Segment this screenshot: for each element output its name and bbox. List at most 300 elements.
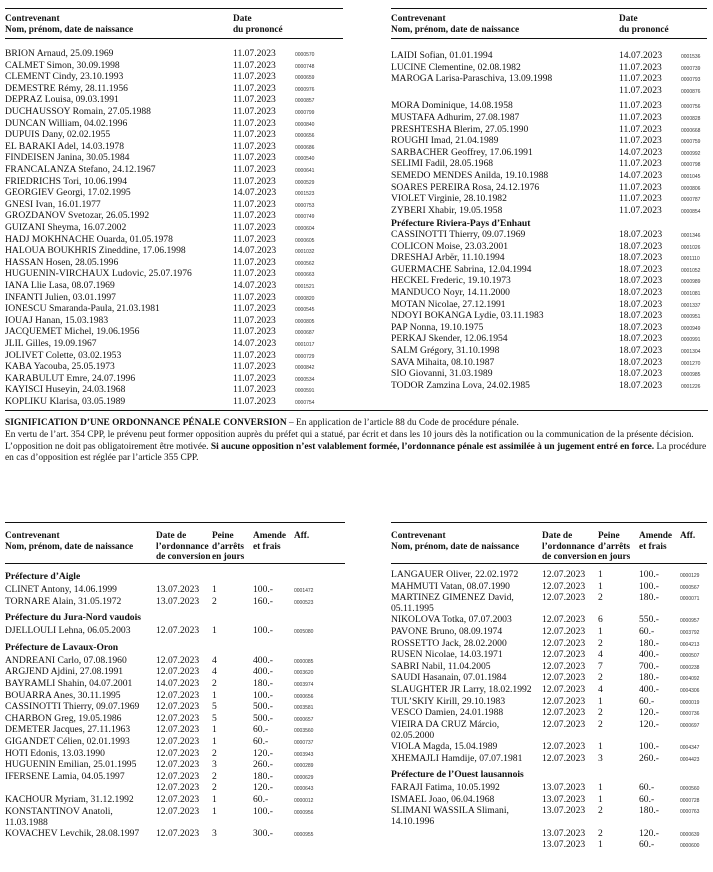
case-number: 0000656 xyxy=(294,693,314,700)
list-item xyxy=(391,112,713,123)
list-item xyxy=(391,147,713,158)
case-number: 0001017 xyxy=(295,342,315,348)
pronouncement-date: 11.07.2023 xyxy=(233,152,276,164)
pronouncement-date: 11.07.2023 xyxy=(619,158,662,170)
offender-name: HALOUA BOUKHRIS Zineddine, 17.06.1998 xyxy=(5,245,186,257)
case-number: 0001523 xyxy=(295,191,315,198)
table-row xyxy=(5,625,335,636)
case-number: 0000748 xyxy=(295,63,315,70)
offender-name: CALMET Simon, 30.09.1998 xyxy=(5,59,120,71)
notice-intro: – En application de l’article 88 du Code de procédure pénale. xyxy=(286,418,519,428)
pronouncement-date: 11.07.2023 xyxy=(233,314,276,326)
days-count: 1 xyxy=(598,626,603,637)
case-number: 0000854 xyxy=(681,208,701,215)
table-row xyxy=(5,782,335,793)
conversion-date: 12.07.2023 xyxy=(156,805,200,817)
case-number: 0001304 xyxy=(681,349,701,355)
notice-body: En vertu de l’art. 354 CPP, le prévenu peut former opposition auprès du préfet qui a statué, par écrit et dans les 10 jours dès la notification ou la communication de la présente décision. L’opposition ne doit pas obligatoirement être motivée. xyxy=(5,429,694,452)
days-count: 3 xyxy=(212,827,217,839)
pronouncement-date: 11.07.2023 xyxy=(233,48,276,59)
case-number: 0001110 xyxy=(681,256,700,263)
pronouncement-date: 11.07.2023 xyxy=(233,164,276,175)
case-number: 0000560 xyxy=(680,786,700,793)
fine-amount: 60.- xyxy=(639,626,655,637)
pronouncement-date: 11.07.2023 xyxy=(619,123,662,135)
pronouncement-date: 18.07.2023 xyxy=(619,275,663,287)
offender-name: SABRI Nabil, 11.04.2005 xyxy=(391,660,491,672)
table-row xyxy=(391,696,713,707)
list-item xyxy=(5,338,335,349)
list-item xyxy=(391,124,713,135)
offender-name: DEMETER Jacques, 27.11.1963 xyxy=(5,724,131,736)
offender-name: KAYISCI Huseyin, 24.03.1968 xyxy=(5,384,126,396)
conversion-date: 12.07.2023 xyxy=(156,736,200,747)
header-date: Date de l’ordonnance de conversion xyxy=(156,531,211,562)
days-count: 1 xyxy=(598,741,603,752)
offender-name: DUPUIS Dany, 02.02.1955 xyxy=(5,129,111,141)
table-row xyxy=(5,655,335,666)
days-count: 2 xyxy=(598,805,603,817)
pronouncement-date: 14.07.2023 xyxy=(233,245,277,257)
list-item xyxy=(391,275,713,286)
list-item xyxy=(391,345,713,356)
offender-name: ISMAEL Joao, 06.04.1968 xyxy=(391,793,495,805)
offender-name: TUL’SKIY Kirill, 29.10.1983 xyxy=(391,695,506,707)
case-number: 0000749 xyxy=(295,214,315,221)
pronouncement-date: 11.07.2023 xyxy=(619,204,662,216)
fine-amount: 100.- xyxy=(253,689,273,701)
table-row xyxy=(5,596,335,607)
offender-name: HECKEL Frederic, 19.10.1973 xyxy=(391,275,511,287)
fine-amount: 180.- xyxy=(639,672,659,684)
offender-name: SLAUGHTER JR Larry, 18.02.1992 xyxy=(391,684,532,695)
table-row xyxy=(391,661,713,672)
case-number: 0001536 xyxy=(681,54,701,60)
table-row xyxy=(391,719,713,741)
offender-name: GEORGIEV Georgi, 17.02.1995 xyxy=(5,187,131,199)
case-number: 0000857 xyxy=(295,98,315,105)
table-row xyxy=(5,678,335,689)
table-row xyxy=(5,724,335,735)
fine-amount: 260.- xyxy=(253,759,273,771)
table-row xyxy=(391,839,713,850)
offender-name: JOLIVET Colette, 03.02.1953 xyxy=(5,349,122,361)
conversion-date: 12.07.2023 xyxy=(156,747,200,759)
conversion-date: 12.07.2023 xyxy=(156,701,200,713)
conversion-date: 13.07.2023 xyxy=(542,839,586,851)
table-row xyxy=(391,707,713,718)
days-count: 2 xyxy=(212,595,217,607)
offender-name: NIKOLOVA Totka, 07.07.2003 xyxy=(391,614,512,626)
conversion-date: 12.07.2023 xyxy=(542,695,586,707)
offender-name: PAP Nonna, 19.10.1975 xyxy=(391,321,484,333)
offender-name: DUCHAUSSOY Romain, 27.05.1988 xyxy=(5,106,151,117)
offender-name: KABA Yacouba, 25.05.1973 xyxy=(5,361,115,373)
table-row xyxy=(391,794,713,805)
case-number: 0000985 xyxy=(681,372,701,379)
offender-name: FARAJI Fatima, 10.05.1992 xyxy=(391,782,500,794)
case-number: 0000545 xyxy=(295,307,315,314)
list-item xyxy=(5,164,335,175)
offender-name: LANGAUER Oliver, 22.02.1972 xyxy=(391,569,519,580)
conversion-date: 12.07.2023 xyxy=(156,782,200,794)
pronouncement-date: 11.07.2023 xyxy=(233,94,276,106)
conversion-date: 12.07.2023 xyxy=(156,689,200,701)
table-row xyxy=(5,701,335,712)
offender-name: HASSAN Hosen, 28.05.1996 xyxy=(5,256,119,268)
pronouncement-date: 11.07.2023 xyxy=(233,361,276,373)
days-count: 5 xyxy=(212,712,217,724)
days-count: 7 xyxy=(598,660,603,672)
case-number: 0000657 xyxy=(294,716,314,723)
case-number: 0000955 xyxy=(294,831,314,838)
list-item xyxy=(391,299,713,310)
offender-name: BOUARRA Anes, 30.11.1995 xyxy=(5,689,121,701)
case-number: 0000739 xyxy=(681,65,701,72)
pronouncement-date: 11.07.2023 xyxy=(233,372,276,384)
days-count: 2 xyxy=(212,770,217,782)
offender-name: ARGJEND Ajdini, 27.08.1991 xyxy=(5,666,124,678)
list-item xyxy=(391,50,713,61)
case-number: 0003974 xyxy=(294,682,314,688)
table-row xyxy=(5,713,335,724)
conversion-date: 13.07.2023 xyxy=(542,793,586,805)
case-number: 0001270 xyxy=(681,360,701,367)
case-number: 0000639 xyxy=(680,831,700,838)
offender-name: PAVONE Bruno, 08.09.1974 xyxy=(391,626,503,637)
fine-amount: 60.- xyxy=(639,782,655,794)
offender-name: ROUGHI Imad, 21.04.1989 xyxy=(391,135,499,147)
notice-bold: Si aucune opposition n’est valablement formée, l’ordonnance pénale est assimilée à un jugement entré en force. xyxy=(210,441,655,452)
days-count: 1 xyxy=(212,736,217,747)
list-item xyxy=(5,176,335,187)
list-item xyxy=(391,264,713,275)
list-item xyxy=(391,62,713,73)
header-amende: Amende et frais xyxy=(639,531,673,552)
pronouncement-date: 11.07.2023 xyxy=(233,384,276,396)
offender-name: KOPLIKU Klarisa, 03.05.1989 xyxy=(5,396,126,407)
table-row xyxy=(391,592,713,614)
table-row xyxy=(5,771,335,782)
fine-amount: 60.- xyxy=(253,724,269,736)
conversion-date: 12.07.2023 xyxy=(156,827,200,839)
offender-name: TODOR Zamzina Lova, 24.02.1985 xyxy=(391,379,530,391)
case-number: 0001226 xyxy=(681,383,701,390)
header-amende: Amende et frais xyxy=(253,531,287,552)
case-number: 0000876 xyxy=(681,88,701,95)
offender-name: VIOLA Magda, 15.04.1989 xyxy=(391,741,498,752)
list-item xyxy=(5,268,335,279)
pronouncement-date: 11.07.2023 xyxy=(619,181,662,193)
offender-name: RUSEN Nicolae, 14.03.1971 xyxy=(391,649,503,661)
offender-name: PRESHTESHA Blerim, 27.05.1990 xyxy=(391,123,529,135)
list-item xyxy=(5,326,335,337)
table-row xyxy=(391,672,713,683)
case-number: 0000600 xyxy=(680,843,700,850)
fine-amount: 180.- xyxy=(253,678,273,689)
case-number: 0000756 xyxy=(681,104,701,111)
fine-amount: 300.- xyxy=(253,827,273,839)
days-count: 1 xyxy=(598,793,603,805)
offender-name: GIGANDET Célien, 02.01.1993 xyxy=(5,736,130,747)
pronouncement-date: 11.07.2023 xyxy=(233,106,276,117)
header-date: Date du prononcé xyxy=(619,14,669,35)
fine-amount: 180.- xyxy=(253,770,273,782)
days-count: 1 xyxy=(598,782,603,794)
list-item xyxy=(5,187,335,198)
pronouncement-date: 11.07.2023 xyxy=(619,73,662,85)
offender-name: DRESHAJ Arbër, 11.10.1994 xyxy=(391,252,505,264)
pronouncement-date: 14.07.2023 xyxy=(233,280,277,291)
list-item xyxy=(5,257,335,268)
case-number: 0000828 xyxy=(681,116,701,122)
offender-name: HUGUENIN-VIRCHAUX Ludovic, 25.07.1976 xyxy=(5,268,192,280)
conversion-header xyxy=(391,522,707,564)
case-number: 0000840 xyxy=(295,121,315,128)
pronouncement-date: 11.07.2023 xyxy=(233,326,276,338)
case-number: 0000687 xyxy=(295,330,315,337)
case-number: 0000697 xyxy=(680,722,700,729)
conversion-date: 12.07.2023 xyxy=(542,752,586,764)
conversion-date: 12.07.2023 xyxy=(542,718,586,730)
fine-amount: 500.- xyxy=(253,701,273,713)
days-count: 1 xyxy=(212,625,217,637)
fine-amount: 120.- xyxy=(639,707,659,719)
offender-name: CASSINOTTI Thierry, 09.07.1969 xyxy=(5,701,140,713)
case-number: 0000567 xyxy=(680,584,700,591)
case-number: 0000643 xyxy=(294,786,314,793)
days-count: 4 xyxy=(212,654,217,666)
offender-name: BAYRAMLI Shahin, 04.07.2001 xyxy=(5,678,133,689)
table-row xyxy=(5,666,335,677)
case-number: 0000686 xyxy=(295,144,315,151)
case-number: 0000523 xyxy=(294,599,314,606)
days-count: 1 xyxy=(212,724,217,736)
pronouncement-date: 14.07.2023 xyxy=(619,50,663,61)
offender-name: SAUDI Hasanain, 07.01.1984 xyxy=(391,672,507,684)
offender-name: COLICON Moise, 23.03.2001 xyxy=(391,240,508,252)
offender-name: DUNCAN William, 04.02.1996 xyxy=(5,117,128,129)
list-item xyxy=(391,193,713,204)
pronouncement-date: 18.07.2023 xyxy=(619,287,663,298)
list-item xyxy=(5,129,335,140)
offender-name: JACQUEMET Michel, 19.06.1956 xyxy=(5,326,140,338)
list-item xyxy=(5,48,335,59)
fine-amount: 500.- xyxy=(253,712,273,724)
case-number: 0000656 xyxy=(295,133,315,140)
conversion-date: 12.07.2023 xyxy=(542,637,586,649)
case-number: 0000540 xyxy=(295,156,315,163)
list-item xyxy=(5,373,335,384)
pronouncement-date: 11.07.2023 xyxy=(619,193,662,205)
offender-name: NDOYI BOKANGA Lydie, 03.11.1983 xyxy=(391,310,544,322)
days-count: 1 xyxy=(212,689,217,701)
list-item xyxy=(5,94,335,105)
days-count: 2 xyxy=(212,678,217,689)
conversion-date: 12.07.2023 xyxy=(156,759,200,771)
days-count: 1 xyxy=(598,580,603,592)
case-number: 0000605 xyxy=(295,237,315,244)
offender-name: MORA Dominique, 14.08.1958 xyxy=(391,100,513,112)
table-row xyxy=(391,614,713,625)
table-row xyxy=(391,782,713,793)
case-number: 0001472 xyxy=(294,588,314,594)
offender-name: HUGUENIN Emilian, 25.01.1995 xyxy=(5,759,137,771)
notice-paragraph xyxy=(5,418,708,465)
pronouncement-date: 11.07.2023 xyxy=(233,140,276,152)
list-item xyxy=(5,71,335,82)
pronouncement-date: 18.07.2023 xyxy=(619,345,663,356)
days-count: 2 xyxy=(212,782,217,794)
conversion-date: 12.07.2023 xyxy=(156,654,200,666)
list-item xyxy=(5,350,335,361)
offender-name: KACHOUR Myriam, 31.12.1992 xyxy=(5,794,134,805)
days-count: 6 xyxy=(598,614,603,626)
pronouncement-date: 18.07.2023 xyxy=(619,298,663,310)
header-date: Date de l’ordonnance de conversion xyxy=(542,531,597,562)
conversion-date: 12.07.2023 xyxy=(542,580,586,592)
days-count: 4 xyxy=(212,666,217,678)
fine-amount: 60.- xyxy=(639,839,655,851)
days-count: 2 xyxy=(598,718,603,730)
offender-name: CLEMENT Cindy, 23.10.1993 xyxy=(5,71,124,83)
list-item xyxy=(391,322,713,333)
days-count: 2 xyxy=(598,707,603,719)
conversion-date: 13.07.2023 xyxy=(542,827,586,839)
pronouncement-date: 11.07.2023 xyxy=(233,71,276,83)
offender-name: CLINET Antony, 14.06.1999 xyxy=(5,584,117,595)
pronouncement-date: 11.07.2023 xyxy=(233,117,276,129)
days-count: 1 xyxy=(212,805,217,817)
fine-amount: 120.- xyxy=(253,782,273,794)
fine-amount: 160.- xyxy=(253,595,273,607)
list-item xyxy=(5,199,335,210)
header-name: Contrevenant Nom, prénom, date de naissance xyxy=(5,531,134,552)
list-item xyxy=(5,60,335,71)
fine-amount: 120.- xyxy=(253,747,273,759)
conversion-date: 12.07.2023 xyxy=(542,592,586,604)
list-item xyxy=(5,106,335,117)
case-number: 0004347 xyxy=(680,745,700,751)
conversion-date: 12.07.2023 xyxy=(542,741,586,752)
header-date: Date du prononcé xyxy=(233,14,283,35)
offender-name: INFANTI Julien, 03.01.1997 xyxy=(5,291,116,303)
offender-name: MARTINEZ GIMENEZ David, 05.11.1995 xyxy=(391,592,514,615)
case-number: 0000570 xyxy=(295,52,315,58)
offender-name: PERKAJ Skender, 12.06.1954 xyxy=(391,333,508,345)
fine-amount: 60.- xyxy=(639,793,655,805)
case-number: 0000992 xyxy=(681,150,701,157)
offender-name: EL BARAKI Adel, 14.03.1978 xyxy=(5,140,125,152)
divider xyxy=(5,410,708,411)
offender-name: VIOLET Virginie, 28.10.1982 xyxy=(391,193,507,205)
case-number: 0000799 xyxy=(295,110,315,116)
case-number: 0001045 xyxy=(681,174,701,180)
list-item xyxy=(5,152,335,163)
list-item xyxy=(391,205,713,216)
conversion-date: 13.07.2023 xyxy=(542,782,586,794)
days-count: 5 xyxy=(212,701,217,713)
case-number: 0000805 xyxy=(295,318,315,325)
offender-name: SOARES PEREIRA Rosa, 24.12.1976 xyxy=(391,181,540,193)
conversion-date: 12.07.2023 xyxy=(542,660,586,672)
case-number: 0000534 xyxy=(295,376,315,383)
case-number: 0000989 xyxy=(681,279,701,286)
case-number: 0004092 xyxy=(680,676,700,683)
pronouncement-date: 11.07.2023 xyxy=(233,82,276,94)
case-number: 0000668 xyxy=(681,127,701,134)
conversion-date: 12.07.2023 xyxy=(156,625,200,637)
table-row xyxy=(5,794,335,805)
list-item xyxy=(5,210,335,221)
case-number: 0000806 xyxy=(681,185,701,192)
conversion-date: 12.07.2023 xyxy=(156,794,200,805)
days-count: 1 xyxy=(598,569,603,580)
case-number: 0000976 xyxy=(295,86,315,93)
offender-name: SARBACHER Geoffrey, 17.06.1991 xyxy=(391,146,533,158)
pronouncement-date: 14.07.2023 xyxy=(619,146,663,158)
pronouncement-date: 18.07.2023 xyxy=(619,356,663,368)
pronouncement-date: 11.07.2023 xyxy=(233,349,276,361)
section-title: Préfecture Riviera-Pays d’Enhaut xyxy=(391,218,531,229)
fine-amount: 100.- xyxy=(253,625,273,637)
conversion-header xyxy=(5,522,345,564)
offender-name: MANDUCO Noyr, 14.11.2000 xyxy=(391,287,510,298)
conversion-date: 12.07.2023 xyxy=(542,614,586,626)
case-number: 0000763 xyxy=(680,809,700,816)
header-aff: Aff. xyxy=(294,531,310,541)
pronouncement-date: 11.07.2023 xyxy=(619,135,662,147)
offender-name: KOVACHEV Levchik, 28.08.1997 xyxy=(5,827,140,839)
list-item xyxy=(5,118,335,129)
list-item xyxy=(391,380,713,391)
case-number: 0000729 xyxy=(295,353,315,360)
case-number: 0003620 xyxy=(294,670,314,677)
table-row xyxy=(5,759,335,770)
offender-name: ANDREANI Carlo, 07.08.1960 xyxy=(5,654,127,666)
offender-name: MOTAN Nicolae, 27.12.1991 xyxy=(391,298,506,310)
offender-name: MUSTAFA Adhurim, 27.08.1987 xyxy=(391,112,520,123)
list-item xyxy=(391,73,713,84)
case-number: 0000641 xyxy=(295,168,315,174)
conversion-date: 12.07.2023 xyxy=(542,569,586,580)
offender-name: MAROGA Larisa-Paraschiva, 13.09.1998 xyxy=(391,73,553,85)
days-count: 4 xyxy=(598,649,603,661)
list-item xyxy=(5,384,335,395)
table-row xyxy=(391,649,713,660)
pronouncement-date: 11.07.2023 xyxy=(233,396,276,407)
list-item xyxy=(5,303,335,314)
days-count: 3 xyxy=(598,752,603,764)
pronouncement-date: 11.07.2023 xyxy=(233,303,276,315)
offender-name: IFERSENE Lamia, 04.05.1997 xyxy=(5,770,125,782)
days-count: 2 xyxy=(598,827,603,839)
list-item xyxy=(5,234,335,245)
pronouncement-date: 11.07.2023 xyxy=(233,175,276,187)
case-number: 0000949 xyxy=(681,325,701,332)
offender-name: DJELLOULI Lehna, 06.05.2003 xyxy=(5,625,131,637)
offender-name: GUIZANI Sheyma, 16.07.2002 xyxy=(5,222,127,233)
fine-amount: 400.- xyxy=(639,684,659,695)
pronouncement-date: 18.07.2023 xyxy=(619,240,663,252)
offender-name: GUERMACHE Sabrina, 12.04.1994 xyxy=(391,263,532,275)
fine-amount: 60.- xyxy=(253,794,269,805)
list-item xyxy=(391,310,713,321)
case-number: 0001337 xyxy=(681,302,701,309)
offender-name: CASSINOTTI Thierry, 09.07.1969 xyxy=(391,229,526,240)
offender-name: SLIMANI WASSILA Slimani, 14.10.1996 xyxy=(391,805,509,828)
list-item xyxy=(5,83,335,94)
